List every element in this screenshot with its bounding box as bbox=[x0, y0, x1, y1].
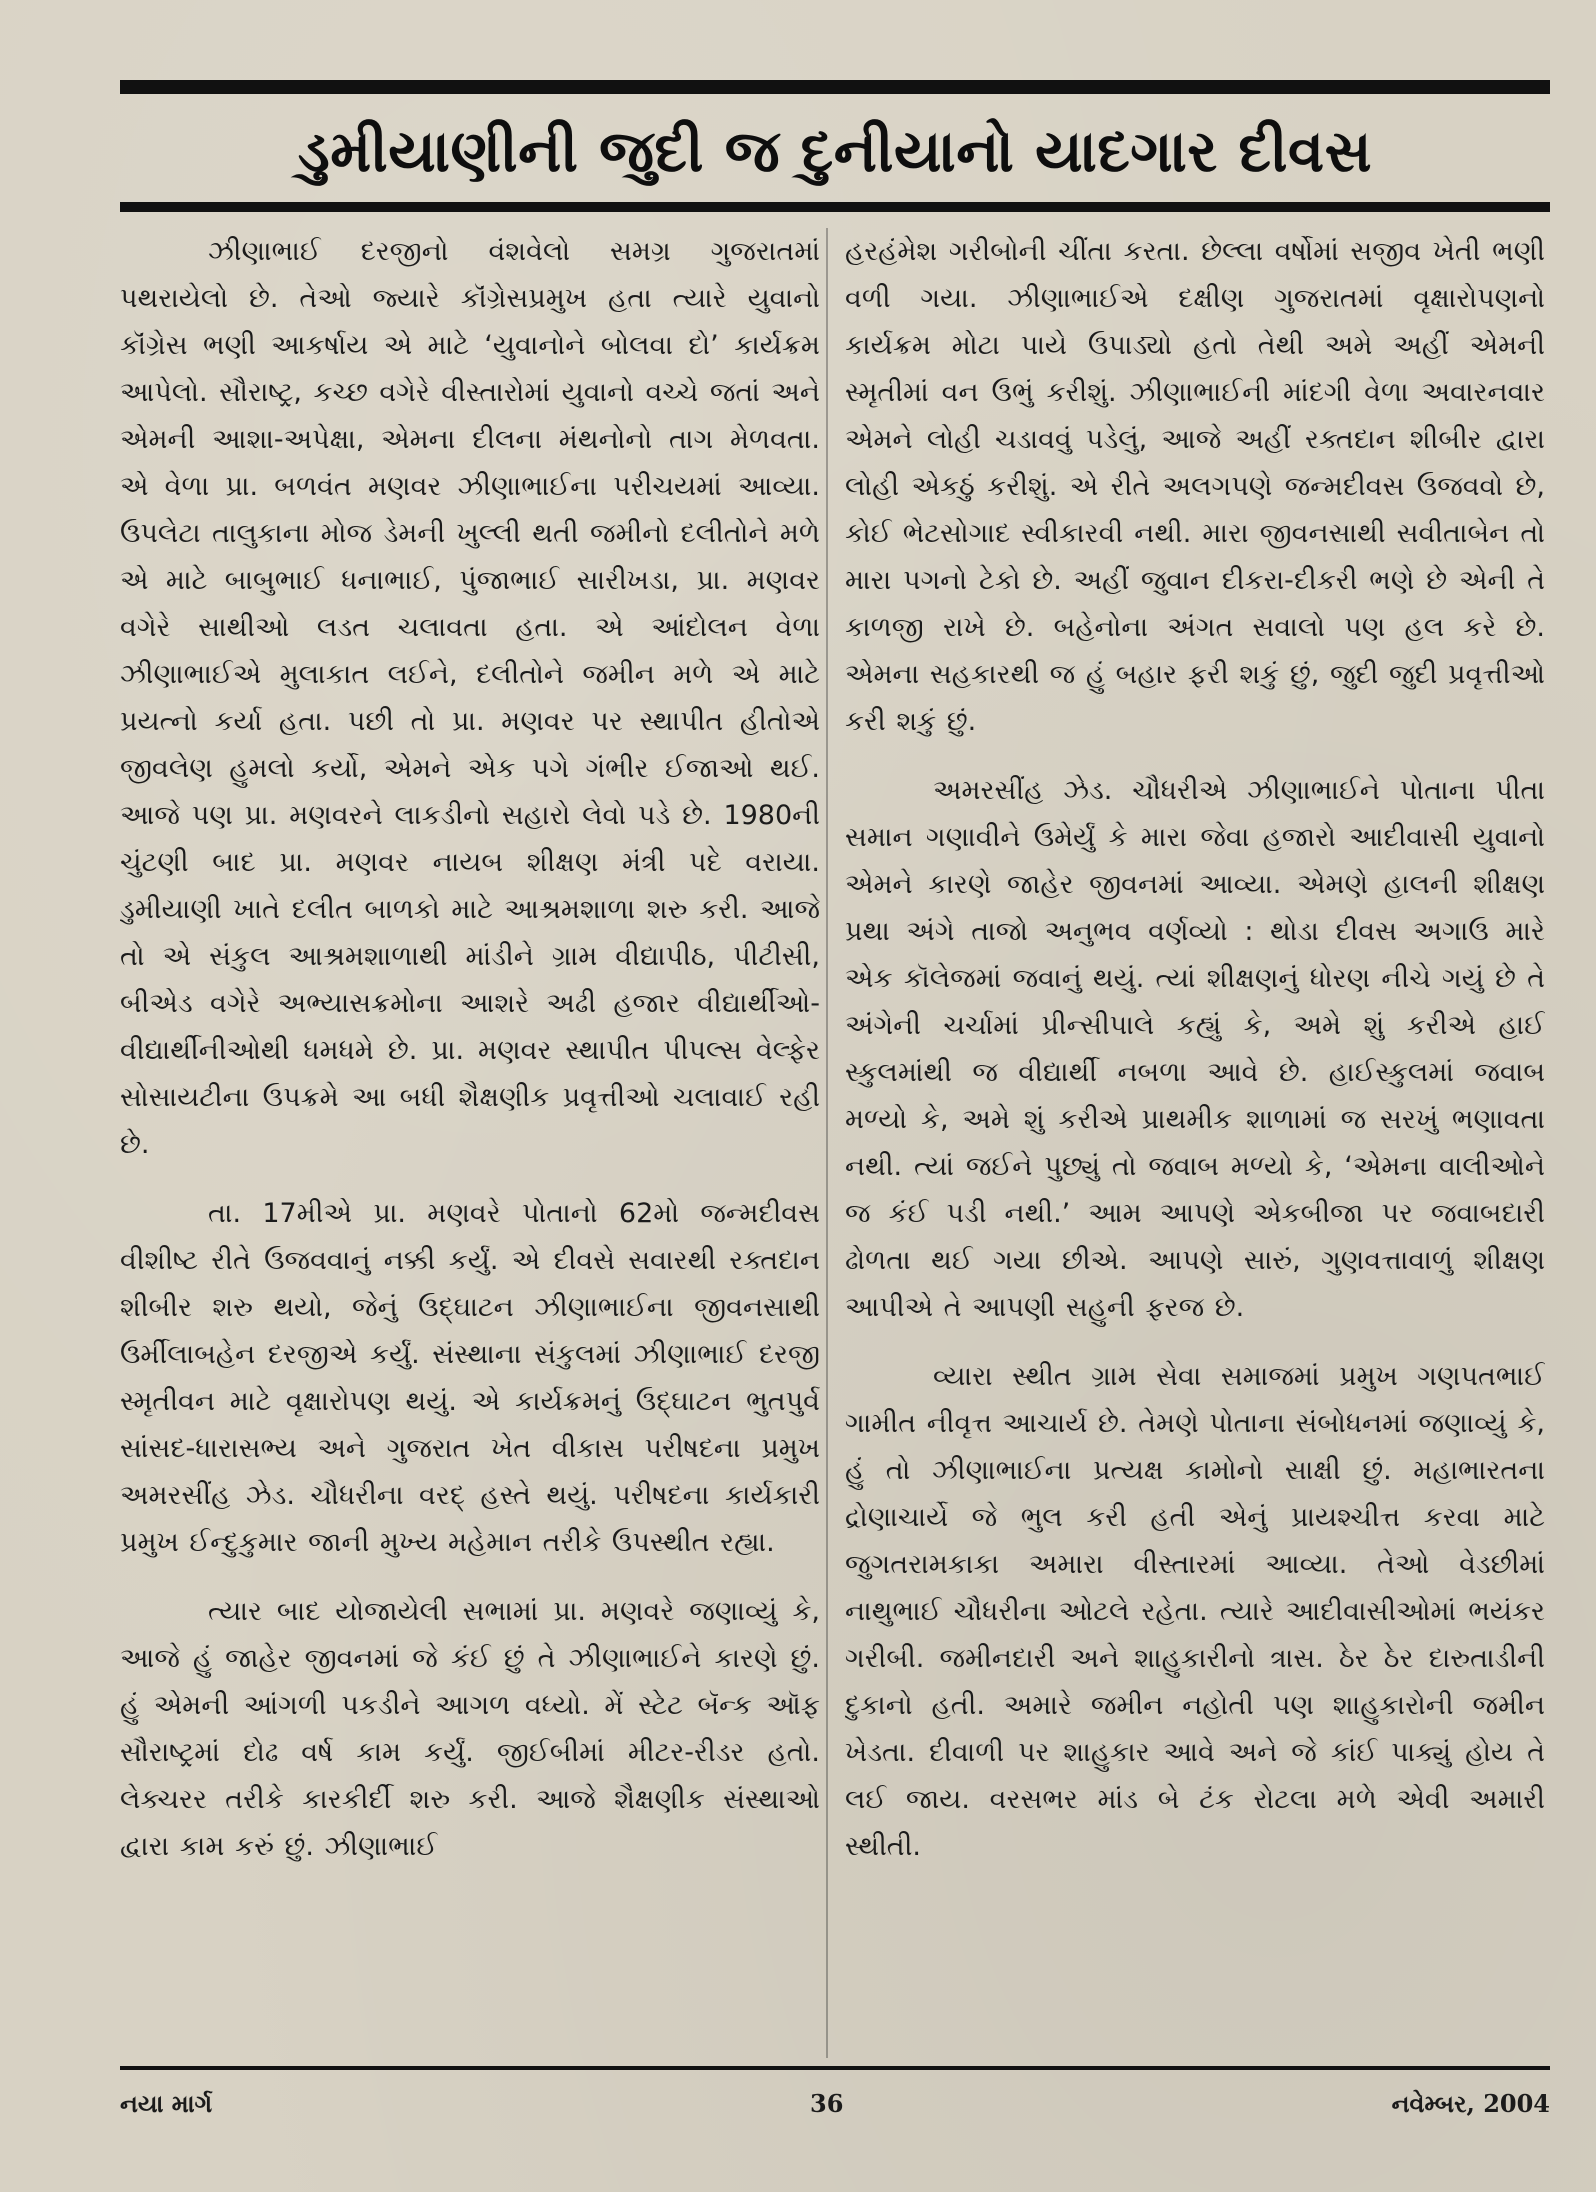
right-column bbox=[845, 228, 1545, 2058]
paragraph: હરહંમેશ ગરીબોની ચીંતા કરતા. છેલ્લા વર્ષોમાં સજીવ ખેતી ભણી વળી ગયા. ઝીણાભાઈએ દક્ષીણ ગુજરાતમાં વૃક્ષારોપણનો કાર્યક્રમ મોટા પાયે ઉપાડ્યો હતો તેથી અમે અહીં એમની સ્મૃતીમાં વન ઉભું કરીશું. ઝીણાભાઈની માંદગી વેળા અવારનવાર એમને લોહી ચડાવવું પડેલું, આજે અહીં રક્તદાન શીબીર દ્વારા લોહી એકઠું કરીશું. એ રીતે અલગપણે જન્મદીવસ ઉજવવો છે, કોઈ ભેટસોગાદ સ્વીકારવી નથી. મારા જીવનસાથી સવીતાબેન તો મારા પગનો ટેકો છે. અહીં જુવાન દીકરા-દીકરી ભણે છે એની તે કાળજી રાખે છે. બહેનોના અંગત સવાલો પણ હલ કરે છે. એમના સહકારથી જ હું બહાર ફરી શકું છું, જુદી જુદી પ્રવૃત્તીઓ કરી શકું છું. bbox=[845, 236, 1545, 737]
paragraph: ત્યાર બાદ યોજાયેલી સભામાં પ્રા. મણવરે જણાવ્યું કે, આજે હું જાહેર જીવનમાં જે કંઈ છું તે ઝીણાભાઈને કારણે છું. હું એમની આંગળી પકડીને આગળ વધ્યો. મેં સ્ટેટ બૅન્ક ઑફ સૌરાષ્ટ્રમાં દોઢ વર્ષ કામ કર્યું. જીઈબીમાં મીટર-રીડર હતો. લેક્ચરર તરીકે કારકીર્દી શરુ કરી. આજે શૈક્ષણીક સંસ્થાઓ દ્વારા કામ કરું છું. ઝીણાભાઈ bbox=[120, 1596, 820, 1862]
paragraph: વ્યારા સ્થીત ગ્રામ સેવા સમાજમાં પ્રમુખ ગણપતભાઈ ગામીત નીવૃત્ત આચાર્ય છે. તેમણે પોતાના સંબોધનમાં જણાવ્યું કે, હું તો ઝીણાભાઈના પ્રત્યક્ષ કામોનો સાક્ષી છું. મહાભારતના દ્રોણાચાર્યે જે ભુલ કરી હતી એનું પ્રાયશ્ચીત્ત કરવા માટે જુગતરામકાકા અમારા વીસ્તારમાં આવ્યા. તેઓ વેડછીમાં નાથુભાઈ ચૌધરીના ઓટલે રહેતા. ત્યારે આદીવાસીઓમાં ભયંકર ગરીબી. જમીનદારી અને શાહુકારીનો ત્રાસ. ઠેર ઠેર દારુતાડીની દુકાનો હતી. અમારે જમીન નહોતી પણ શાહુકારોની જમીન ખેડતા. દીવાળી પર શાહુકાર આવે અને જે કાંઈ પાક્યું હોય તે લઈ જાય. વરસભર માંડ બે ટંક રોટલા મળે એવી અમારી સ્થીતી. bbox=[845, 1361, 1545, 1862]
page-number: 36 bbox=[810, 2089, 844, 2118]
bottom-rule bbox=[120, 2066, 1550, 2070]
paragraph: ઝીણાભાઈ દરજીનો વંશવેલો સમગ્ર ગુજરાતમાં પથરાયેલો છે. તેઓ જ્યારે કૉંગ્રેસપ્રમુખ હતા ત્યારે યુવાનો કૉંગ્રેસ ભણી આકર્ષાય એ માટે ‘યુવાનોને બોલવા દો’ કાર્યક્રમ આપેલો. સૌરાષ્ટ્ર, કચ્છ વગેરે વીસ્તારોમાં યુવાનો વચ્ચે જતાં અને એમની આશા-અપેક્ષા, એમના દીલના મંથનોનો તાગ મેળવતા. એ વેળા પ્રા. બળવંત મણવર ઝીણાભાઈના પરીચયમાં આવ્યા. ઉપલેટા તાલુકાના મોજ ડેમની ખુલ્લી થતી જમીનો દલીતોને મળે એ માટે બાબુભાઈ ધનાભાઈ, પુંજાભાઈ સારીખડા, પ્રા. મણવર વગેરે સાથીઓ લડત ચલાવતા હતા. એ આંદોલન વેળા ઝીણાભાઈએ મુલાકાત લઈને, દલીતોને જમીન મળે એ માટે પ્રયત્નો કર્યા હતા. પછી તો પ્રા. મણવર પર સ્થાપીત હીતોએ જીવલેણ હુમલો કર્યો, એમને એક પગે ગંભીર ઈજાઓ થઈ. આજે પણ પ્રા. મણવરને લાકડીનો સહારો લેવો પડે છે. 1980ની ચુંટણી બાદ પ્રા. મણવર નાયબ શીક્ષણ મંત્રી પદે વરાયા. ડુમીયાણી ખાતે દલીત બાળકો માટે આશ્રમશાળા શરુ કરી. આજે તો એ સંકુલ આશ્રમશાળાથી માંડીને ગ્રામ વીદ્યાપીઠ, પીટીસી, બીએડ વગેરે અભ્યાસક્રમોના આશરે અઢી હજાર વીદ્યાર્થીઓ-વીદ્યાર્થીનીઓથી ધમધમે છે. પ્રા. મણવર સ્થાપીત પીપલ્સ વેલ્ફેર સોસાયટીના ઉપક્રમે આ બધી શૈક્ષણીક પ્રવૃત્તીઓ ચલાવાઈ રહી છે. bbox=[120, 236, 820, 1160]
paragraph: અમરસીંહ ઝેડ. ચૌધરીએ ઝીણાભાઈને પોતાના પીતા સમાન ગણાવીને ઉમેર્યું કે મારા જેવા હજારો આદીવાસી યુવાનો એમને કારણે જાહેર જીવનમાં આવ્યા. એમણે હાલની શીક્ષણ પ્રથા અંગે તાજો અનુભવ વર્ણવ્યો : થોડા દીવસ અગાઉ મારે એક કૉલેજમાં જવાનું થયું. ત્યાં શીક્ષણનું ધોરણ નીચે ગયું છે તે અંગેની ચર્ચામાં પ્રીન્સીપાલે કહ્યું કે, અમે શું કરીએ હાઈ સ્કુલમાંથી જ વીદ્યાર્થી નબળા આવે છે. હાઈસ્કુલમાં જવાબ મળ્યો કે, અમે શું કરીએ પ્રાથમીક શાળામાં જ સરખું ભણાવતા નથી. ત્યાં જઈને પુછ્યું તો જવાબ મળ્યો કે, ‘એમના વાલીઓને જ કંઈ પડી નથી.’ આમ આપણે એકબીજા પર જવાબદારી ઢોળતા થઈ ગયા છીએ. આપણે સારું, ગુણવત્તાવાળું શીક્ષણ આપીએ તે આપણી સહુની ફરજ છે. bbox=[845, 775, 1545, 1323]
issue-date: નવેમ્બર, 2004 bbox=[1391, 2089, 1550, 2118]
left-column bbox=[120, 228, 820, 2058]
article-title: ડુમીયાણીની જુદી જ દુનીયાનો યાદગાર દીવસ bbox=[297, 117, 1373, 185]
paragraph: તા. 17મીએ પ્રા. મણવરે પોતાનો 62મો જન્મદીવસ વીશીષ્ટ રીતે ઉજવવાનું નક્કી કર્યું. એ દીવસે સવારથી રક્તદાન શીબીર શરુ થયો, જેનું ઉદ્ઘાટન ઝીણાભાઈના જીવનસાથી ઉર્મીલાબહેન દરજીએ કર્યું. સંસ્થાના સંકુલમાં ઝીણાભાઈ દરજી સ્મૃતીવન માટે વૃક્ષારોપણ થયું. એ કાર્યક્રમનું ઉદ્ઘાટન ભુતપુર્વ સાંસદ-ધારાસભ્ય અને ગુજરાત ખેત વીકાસ પરીષદના પ્રમુખ અમરસીંહ ઝેડ. ચૌધરીના વરદ્ હસ્તે થયું. પરીષદના કાર્યકારી પ્રમુખ ઈન્દુકુમાર જાની મુખ્ય મહેમાન તરીકે ઉપસ્થીત રહ્યા. bbox=[120, 1198, 820, 1558]
publication-name: નયા માર્ગ bbox=[120, 2089, 213, 2118]
page-footer bbox=[120, 2080, 1550, 2128]
column-divider bbox=[826, 228, 828, 2058]
top-rule bbox=[120, 80, 1550, 94]
title-underline bbox=[120, 202, 1550, 212]
